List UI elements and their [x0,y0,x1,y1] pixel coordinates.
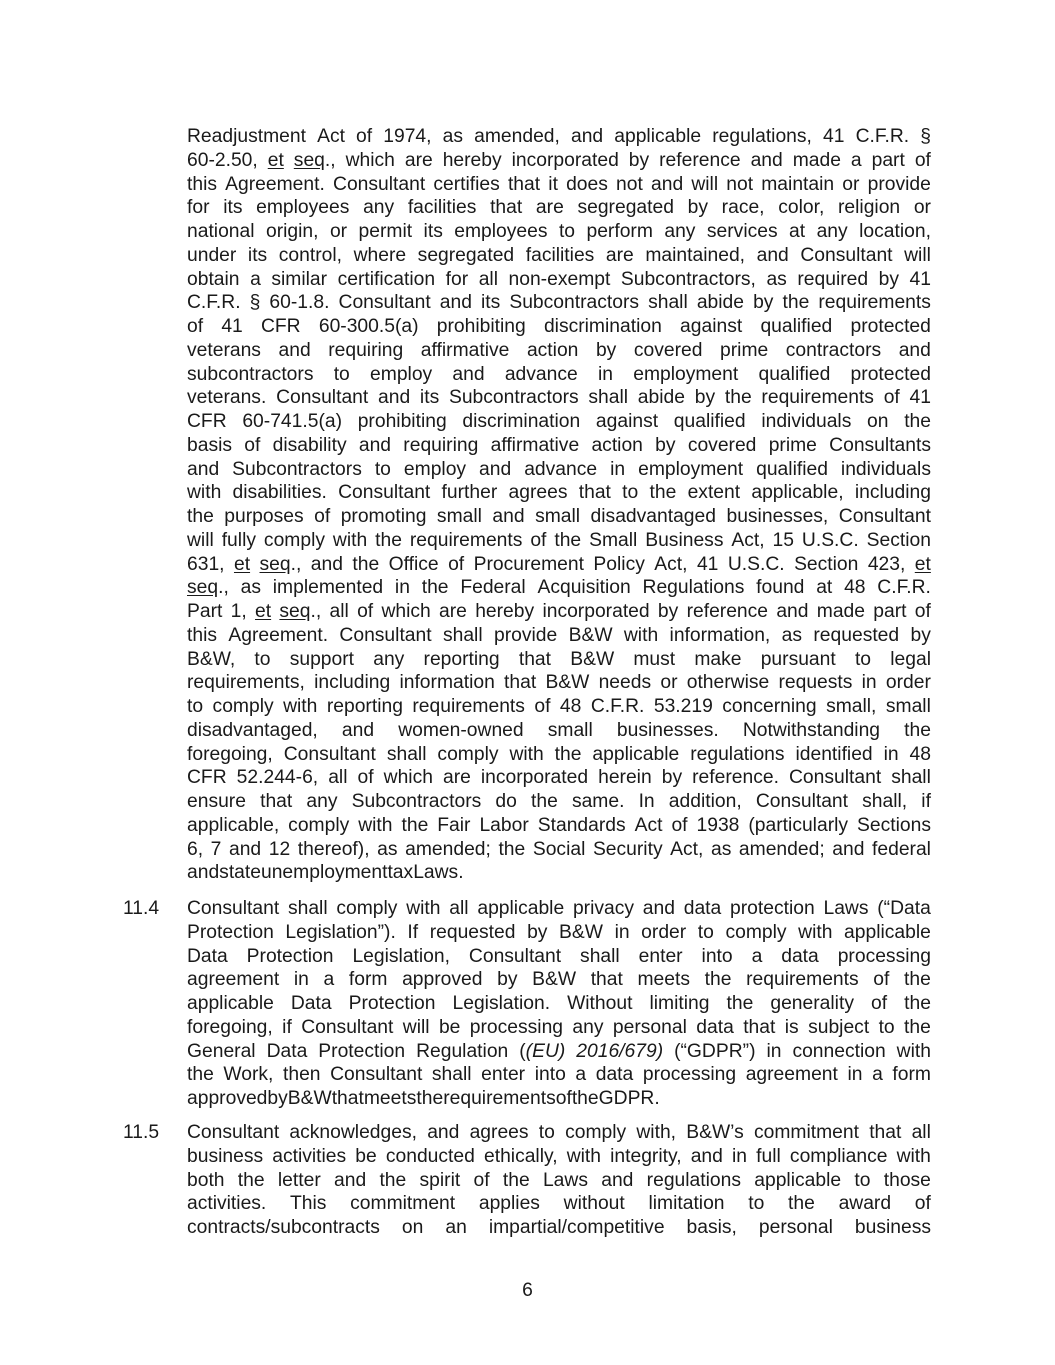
text-line: with disabilities. Consultant further agrees that to the extent applicable, including [187,482,931,504]
text-line: 6, 7 and 12 thereof), as amended; the Social Security Act, as amended; and federal [187,838,931,860]
text-line: foregoing, Consultant shall comply with the applicable regulations identified in 48 [187,743,931,765]
text-line: CFR 60-741.5(a) prohibiting discrimination against qualified individuals on the [187,411,931,432]
page-number: 6 [522,1280,533,1301]
text-line: this Agreement. Consultant certifies that it does not and will not maintain or provide [187,173,931,195]
text-line: veterans. Consultant and its Subcontractors shall abide by the requirements of 41 [187,387,931,409]
text-line: Readjustment Act of 1974, as amended, and applicable regulations, 41 C.F.R. § [187,126,931,147]
text-line: Protection Legislation”). If requested by B&W in order to comply with applicable [187,921,931,943]
section-11-5-paragraph [187,1121,931,1240]
text-line: applicable Data Protection Legislation. Without limiting the generality of the [187,993,931,1014]
section-11-4-paragraph [187,897,931,1111]
text-line: contracts/subcontracts on an impartial/competitive basis, personal business [187,1217,931,1238]
text-line: requirements, including information that B&W needs or otherwise requests in order [187,672,931,694]
text-line: foregoing, if Consultant will be processing any personal data that is subject to the [187,1016,931,1038]
text-line: both the letter and the spirit of the Laws and regulations applicable to those [187,1169,931,1191]
text-line: to comply with reporting requirements of 48 C.F.R. 53.219 concerning small, small [187,696,931,717]
text-line: under its control, where segregated facilities are maintained, and Consultant will [187,244,931,266]
text-line: business activities be conducted ethically, with integrity, and in full compliance with [187,1145,931,1167]
text-line: will fully comply with the requirements of the Small Business Act, 15 U.S.C. Section [187,529,931,551]
text-line: and state unemployment tax Laws. [187,862,464,884]
text-line: General Data Protection Regulation ((EU) 2016/679) (“GDPR”) in connection with [187,1040,931,1062]
text-line: veterans and requiring affirmative action by covered prime contractors and [187,339,931,361]
text-line: 60-2.50, et seq., which are hereby incorporated by reference and made a part of [187,149,931,171]
continuation-paragraph [187,125,931,885]
text-line: the purposes of promoting small and small disadvantaged businesses, Consultant [187,506,931,527]
text-line: national origin, or permit its employees to perform any services at any location, [187,221,931,242]
text-line: CFR 52.244-6, all of which are incorporated herein by reference. Consultant shall [187,767,931,789]
text-line: this Agreement. Consultant shall provide B&W with information, as requested by [187,624,931,646]
text-line: approved by B&W that meets the requirements of the GDPR. [187,1088,660,1109]
text-line: Data Protection Legislation, Consultant shall enter into a data processing [187,945,931,967]
text-line: basis of disability and requiring affirmative action by covered prime Consultants [187,434,931,456]
section-number-11-5: 11.5 [123,1122,160,1143]
text-line: B&W, to support any reporting that B&W must make pursuant to legal [187,648,931,670]
text-line: applicable, comply with the Fair Labor Standards Act of 1938 (particularly Sections [187,814,931,836]
text-line: disadvantaged, and women-owned small businesses. Notwithstanding the [187,719,931,741]
text-line: activities. This commitment applies without limitation to the award of [187,1193,931,1215]
text-line: ensure that any Subcontractors do the same. In addition, Consultant shall, if [187,791,931,812]
text-line: the Work, then Consultant shall enter into a data processing agreement in a form [187,1064,931,1086]
text-line: Consultant acknowledges, and agrees to comply with, B&W’s commitment that all [187,1122,931,1143]
text-line: of 41 CFR 60-300.5(a) prohibiting discrimination against qualified protected [187,316,931,337]
text-line: Consultant shall comply with all applicable privacy and data protection Laws (“Data [187,898,931,919]
text-line: for its employees any facilities that are segregated by race, color, religion or [187,197,931,219]
text-line: seq., as implemented in the Federal Acquisition Regulations found at 48 C.F.R. [187,577,931,599]
section-number-11-4: 11.4 [123,898,160,919]
text-line: subcontractors to employ and advance in employment qualified protected [187,363,931,385]
text-line: and Subcontractors to employ and advance in employment qualified individuals [187,458,931,480]
text-line: obtain a similar certification for all non-exempt Subcontractors, as required by 41 [187,268,931,290]
text-line: C.F.R. § 60-1.8. Consultant and its Subcontractors shall abide by the requirements [187,292,931,314]
text-line: Part 1, et seq., all of which are hereby incorporated by reference and made part of [187,601,931,622]
text-line: agreement in a form approved by B&W that meets the requirements of the [187,969,931,991]
text-line: 631, et seq., and the Office of Procurement Policy Act, 41 U.S.C. Section 423, et [187,553,931,575]
